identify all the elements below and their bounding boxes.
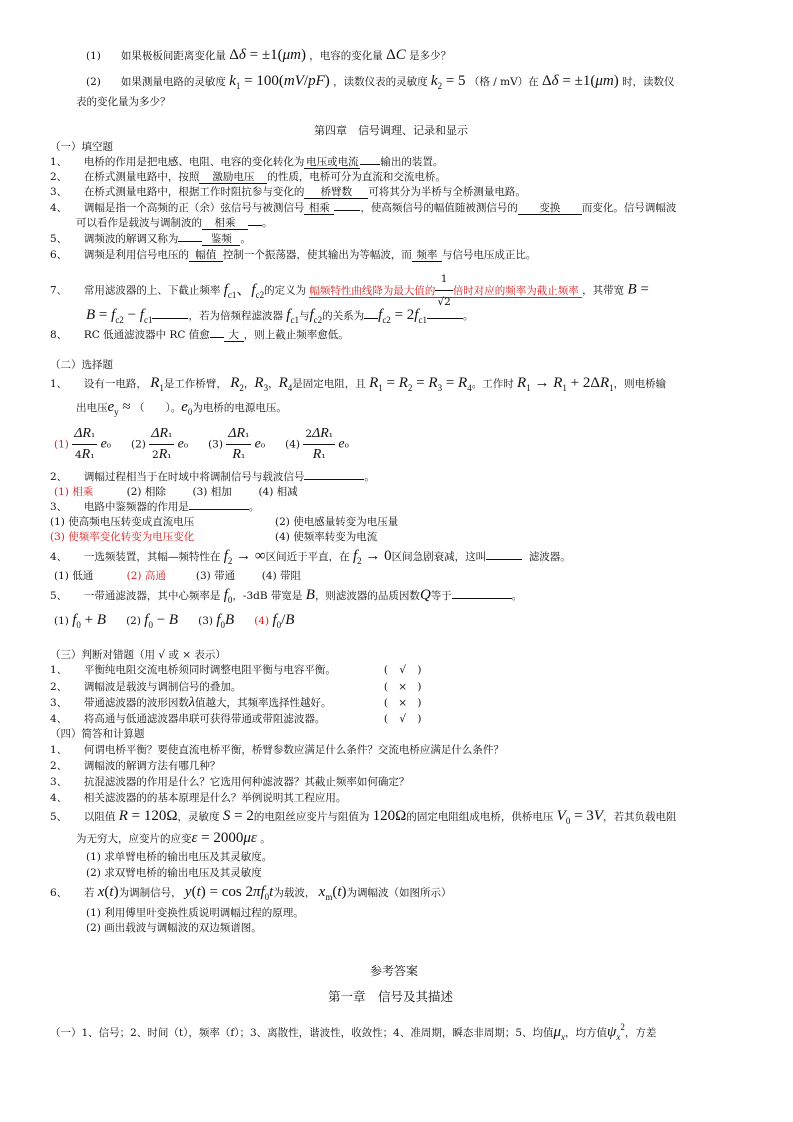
calc-item: 4、 相关滤波器的的基本原理是什么？举例说明其工程应用。 <box>50 792 347 804</box>
fill-item-7-cont: $B = f_{c2} - f_{c1}$ ，若为倍频程滤波器 $f_{c1}$与$f_{c2}$的关系为 $f_{c2} = 2f_{c1}$ 。 <box>86 307 474 325</box>
option-2: (2) <box>131 438 146 451</box>
answer-blank: 桥臂数 <box>304 186 368 199</box>
choice-q1: 1、 设有一电路， $R_1$是工作桥臂， $R_2$，$R_3$，$R_4$是固定电阻，且 $R_1 = R_2 = R_3 = R_4$。工作时 $R_1 \to R_1 + 2\Delta R_1$，则电桥输 <box>50 375 667 393</box>
choice-q4-options: (1) 低通 (2) 高通 (3) 带通 (4) 带阻 <box>54 570 302 582</box>
calc-q6-sub1: (1) 利用傅里叶变换性质说明调幅过程的原理。 <box>86 907 304 919</box>
calc-q6: 6、 若 x(t)为调制信号， $y(t) = \cos 2\pi f_0t$为载波， $x_m(t)$为调幅波（如图所示） <box>50 884 452 902</box>
answer-blank: 大 <box>224 329 244 342</box>
fill-item-2: 2、 在桥式测量电路中，按照 激励电压 的性质，电桥可分为直流和交流电桥。 <box>50 171 446 183</box>
answers-line: （一）1、信号；2、时间（t），频率（f）；3、离散性，谐波性，收敛性；4、准周期，瞬态非周期；5、均值$\mu_x$，均方值$\psi_x^2$，方差 <box>50 1022 657 1042</box>
judge-item: 2、 调幅波是载波与调制信号的叠加。 ( × ) <box>50 681 422 693</box>
choice-q5: 5、 一带通滤波器，其中心频率是 $f_0$，-3dB 带宽是 B，则滤波器的品质因数Q等于 。 <box>50 587 523 605</box>
calc-item: 2、 调幅波的解调方法有哪几种？ <box>50 760 221 772</box>
option-3: (3) <box>208 438 223 451</box>
choice-q1-options: (1) $\frac{\text{ΔR₁}}{\text{4R₁}}$ e₀ (2) $\frac{\text{ΔR₁}}{\text{2R₁}}$ e₀ (3) $\frac{\text{ΔR₁}}{\text{R₁}}$ e₀ (4) $\frac{\text{2ΔR₁}}{\text{R₁}}$ e₀ <box>54 426 349 462</box>
choice-q3: 3、 电路中鉴频器的作用是 。 <box>50 501 260 513</box>
judge-item: 3、 带通滤波器的波形因数λ值越大，其频率选择性越好。 ( × ) <box>50 695 422 710</box>
answer-blank: 变换 <box>518 202 582 215</box>
choice-q2-options: (1) 相乘 (2) 相除 (3) 相加 (4) 相减 <box>54 486 298 498</box>
answer-blank: 鉴频 <box>202 233 240 246</box>
fill-item-5: 5、 调频波的解调又称为 鉴频 。 <box>50 233 251 245</box>
calc-q6-sub2: (2) 画出载波与调幅波的双边频谱图。 <box>86 922 262 934</box>
fill-item-4-cont: 可以看作是载波与调制波的 相乘 。 <box>76 217 273 229</box>
answer-blank: 电压或电流 <box>306 156 359 168</box>
fill-item-7: 7、 常用滤波器的上、下截止频率 $f_{c1}$、$f_{c2}$的定义为 幅频特性曲线降为最大值的 $\frac{1}{√2}$ 倍时对应的频率为截止频率 ，其带宽 B = <box>50 268 649 313</box>
fill-item-4: 4、 调幅是指一个高频的正（余）弦信号与被测信号 相乘 ，使高频信号的幅值随被测信号的 变换 而变化。信号调幅波 <box>50 202 677 214</box>
calc-q5-sub1: (1) 求单臂电桥的输出电压及其灵敏度。 <box>86 851 273 863</box>
choice-q4: 4、 一选频装置，其幅—频特性在 $f_2$ → ∞区间近于平直，在 $f_2 \to 0$区间急剧衰减，这叫 滤波器。 <box>50 548 571 566</box>
choice-q1-cont: 出电压$e_y$ ≈ （ ）。$e_0$为电桥的电源电压。 <box>76 399 287 417</box>
fill-item-3: 3、 在桥式测量电路中，根据工作时阻抗参与变化的 桥臂数 可将其分为半桥与全桥测量电路。 <box>50 186 526 198</box>
chapter-title: 第四章 信号调理、记录和显示 <box>314 124 468 137</box>
answer-blank: 相乘 <box>202 217 248 230</box>
fill-item-6: 6、 调频是利用信号电压的 幅值 控制一个振荡器，使其输出为等幅波，而 频率 与信号电压成正比。 <box>50 249 537 261</box>
answers-title: 参考答案 <box>370 964 419 978</box>
intro-q2: (2) 如果测量电路的灵敏度 $k_1 = 100(mV/pF)$ ，读数仪表的灵敏度 $k_2 = 5$ （格 / mV）在 Δδ = ±1(μm) 时，读数仪 <box>86 73 675 91</box>
answer-blank: 频率 <box>412 249 442 262</box>
answer-definition: 幅频特性曲线降为最大值的 $\frac{1}{√2}$ 倍时对应的频率为截止频率 <box>309 285 582 298</box>
answer-blank: 幅值 <box>189 249 223 262</box>
answer-blank: 激励电压 <box>199 171 267 184</box>
judge-heading: （三）判断对错题（用 √ 或 × 表示） <box>50 649 226 661</box>
judge-item: 4、 将高通与低通滤波器串联可获得带通或带阻滤波器。 ( √ ) <box>50 713 422 725</box>
answer-blank: 相乘 <box>304 202 334 215</box>
fill-item-8: 8、 RC 低通滤波器中 RC 值愈 大 ，则上截止频率愈低。 <box>50 329 349 341</box>
calc-heading: （四）简答和计算题 <box>50 728 145 740</box>
fill-item-1: 1、 电桥的作用是把电感、电阻、电容的变化转化为 电压或电流 输出的装置。 <box>50 156 444 168</box>
calc-q5: 5、 以阻值 R = 120Ω，灵敏度 S = 2的电阻丝应变片与阻值为 120Ω的固定电阻组成电桥，供桥电压 $V_0 = 3V$，若其负载电阻 <box>50 808 677 826</box>
sqrt-fraction: $\frac{1}{√2}$ <box>435 268 452 313</box>
calc-q5-cont: 为无穷大，应变片的应变ε = 2000με 。 <box>76 830 271 846</box>
choice-q2: 2、 调幅过程相当于在时域中将调制信号与载波信号 。 <box>50 471 375 483</box>
calc-item: 1、 何谓电桥平衡？要使直流电桥平衡，桥臂参数应满足什么条件？交流电桥应满足什么条件？ <box>50 744 504 756</box>
judge-item: 1、 平衡纯电阻交流电桥须同时调整电阻平衡与电容平衡。 ( √ ) <box>50 664 422 676</box>
calc-item: 3、 抗混滤波器的作用是什么？它选用何种滤波器？其截止频率如何确定？ <box>50 776 410 788</box>
choice-q3-options-a: (1) 使高频电压转变成直流电压 (2) 使电感量转变为电压量 <box>50 516 399 528</box>
intro-q1: (1) 如果极板间距离变化量 Δδ = ±1(μm) ，电容的变化量 ΔC 是多少？ <box>86 47 452 63</box>
choice-q5-options: (1) $f_0 + B$ (2) $f_0 - B$ (3) $f_0B$ (4) $f_0/B$ <box>54 612 295 630</box>
option-1: (1) <box>54 438 69 451</box>
choice-heading: （二）选择题 <box>50 359 113 371</box>
answers-chapter1: 第一章 信号及其描述 <box>328 989 454 1004</box>
intro-q2-cont: 表的变化量为多少？ <box>76 96 171 108</box>
option-4: (4) <box>285 438 300 451</box>
calc-q5-sub2: (2) 求双臂电桥的输出电压及其灵敏度 <box>86 867 262 879</box>
choice-q3-options-b: (3) 使频率变化转变为电压变化 (4) 使频率转变为电流 <box>50 531 378 543</box>
fill-heading: （一）填空题 <box>50 141 113 153</box>
